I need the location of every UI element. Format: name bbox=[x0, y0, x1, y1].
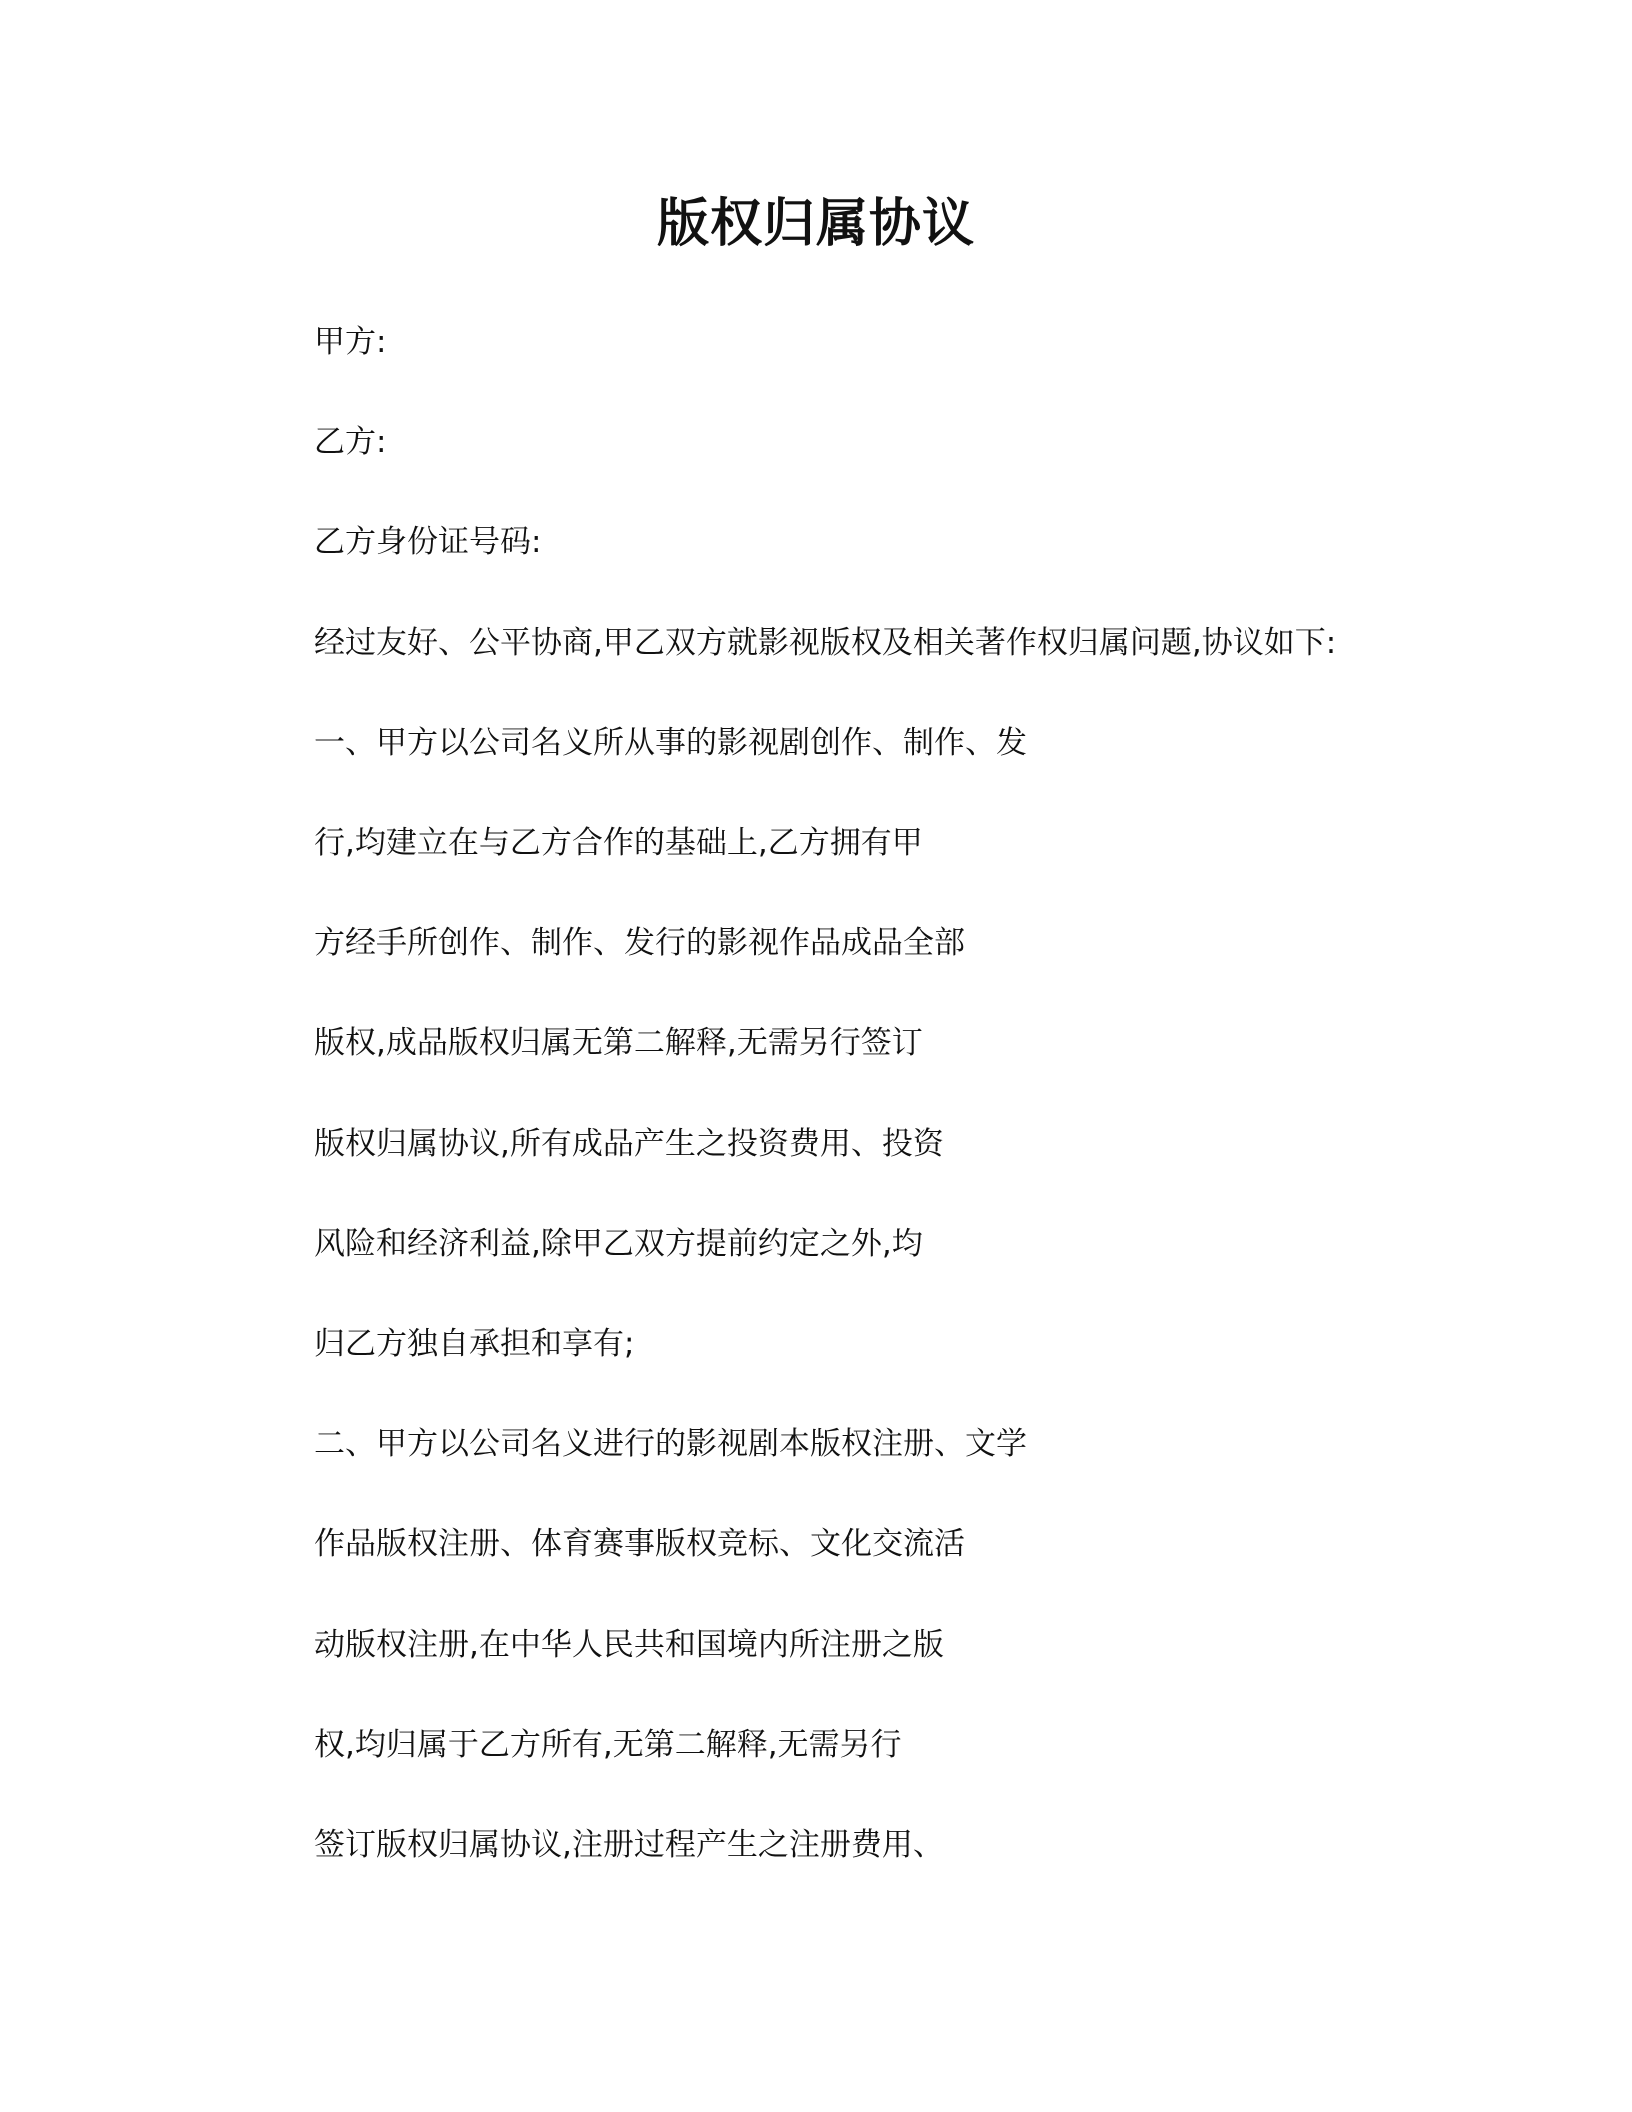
party-b-id-label: 乙方身份证号码: bbox=[314, 524, 542, 560]
clause-1-line: 归乙方独自承担和享有; bbox=[314, 1326, 635, 1362]
clause-2-line: 二、甲方以公司名义进行的影视剧本版权注册、文学 bbox=[314, 1426, 1027, 1462]
intro-paragraph: 经过友好、公平协商,甲乙双方就影视版权及相关著作权归属问题,协议如下: bbox=[314, 625, 1337, 661]
party-b-label: 乙方: bbox=[314, 424, 387, 460]
clause-2-line: 作品版权注册、体育赛事版权竞标、文化交流活 bbox=[314, 1526, 965, 1562]
clause-1-line: 一、甲方以公司名义所从事的影视剧创作、制作、发 bbox=[314, 725, 1027, 761]
clause-1-line: 行,均建立在与乙方合作的基础上,乙方拥有甲 bbox=[314, 825, 923, 861]
clause-1-line: 版权,成品版权归属无第二解释,无需另行签订 bbox=[314, 1025, 923, 1061]
clause-2-line: 权,均归属于乙方所有,无第二解释,无需另行 bbox=[314, 1727, 902, 1763]
clause-1-line: 风险和经济利益,除甲乙双方提前约定之外,均 bbox=[314, 1226, 923, 1262]
clause-2-line: 动版权注册,在中华人民共和国境内所注册之版 bbox=[314, 1627, 944, 1663]
clause-1-line: 版权归属协议,所有成品产生之投资费用、投资 bbox=[314, 1126, 944, 1162]
party-a-label: 甲方: bbox=[314, 324, 387, 360]
document-title: 版权归属协议 bbox=[656, 194, 975, 254]
clause-2-line: 签订版权归属协议,注册过程产生之注册费用、 bbox=[314, 1827, 944, 1863]
clause-1-line: 方经手所创作、制作、发行的影视作品成品全部 bbox=[314, 925, 965, 961]
